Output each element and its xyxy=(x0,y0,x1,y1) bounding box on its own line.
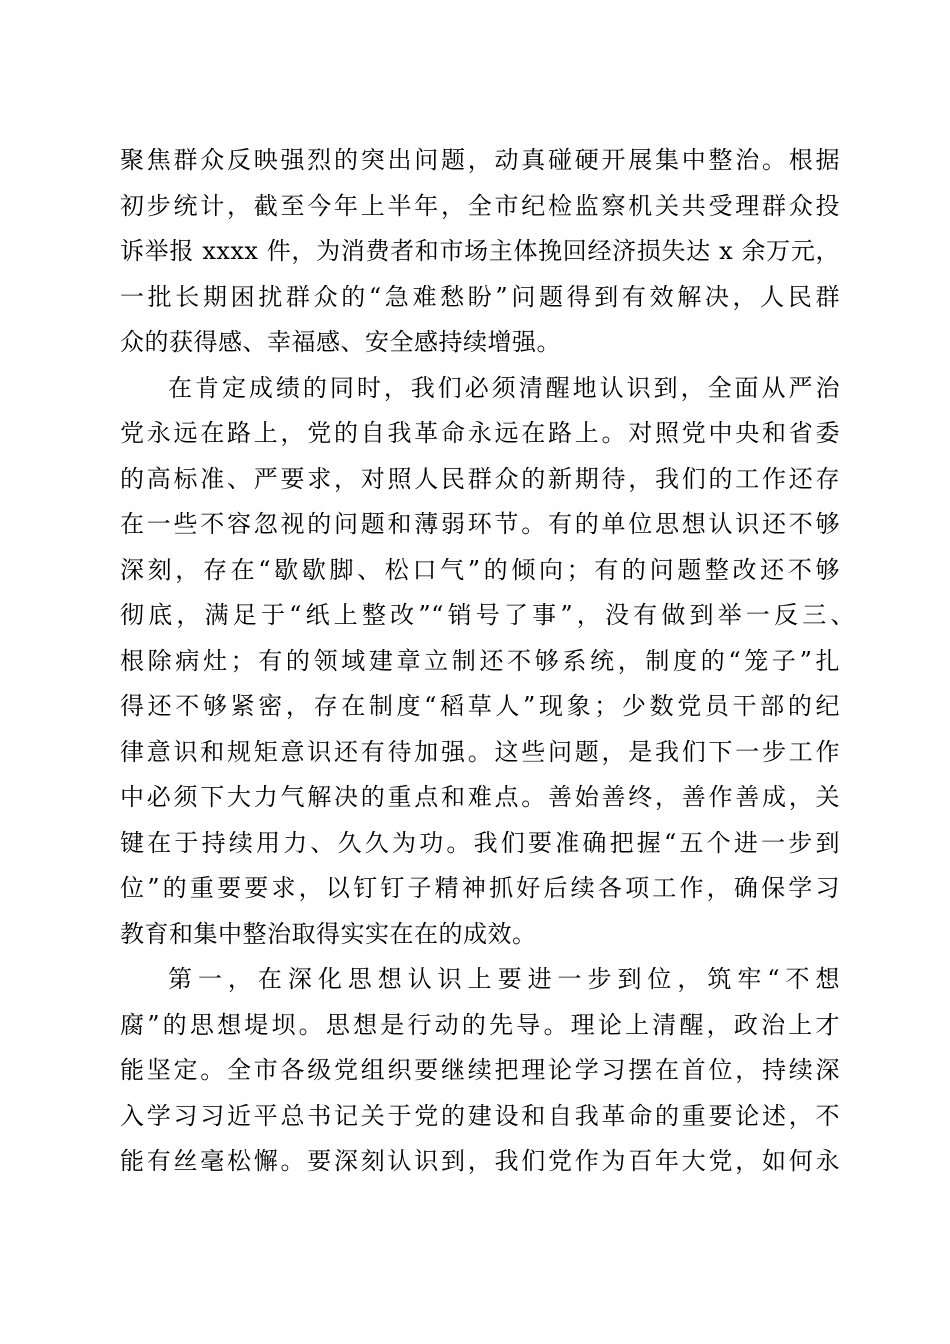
text-line: 得还不够紧密，存在制度“稻草人”现象；少数党员干部的纪 xyxy=(120,692,840,720)
text-line: 中必须下大力气解决的重点和难点。善始善终，善作善成，关 xyxy=(120,783,840,811)
text-line: 根除病灶；有的领域建章立制还不够系统，制度的“笼子”扎 xyxy=(120,646,840,675)
text-line: 教育和集中整治取得实实在在的成效。 xyxy=(120,919,537,948)
text-line: 键在于持续用力、久久为功。我们要准确把握“五个进一步到 xyxy=(120,828,840,857)
text-line: 的高标准、严要求，对照人民群众的新期待，我们的工作还存 xyxy=(120,464,840,493)
text-line: 聚焦群众反映强烈的突出问题，动真碰硬开展集中整治。根据 xyxy=(120,146,840,174)
text-line: 位”的重要要求，以钉钉子精神抓好后续各项工作，确保学习 xyxy=(120,874,840,902)
text-line: 诉举报 xxxx 件，为消费者和市场主体挽回经济损失达 x 余万元， xyxy=(120,237,840,265)
text-line: 能坚定。全市各级党组织要继续把理论学习摆在首位，持续深 xyxy=(120,1056,840,1084)
text-line: 彻底，满足于“纸上整改”“销号了事”，没有做到举一反三、 xyxy=(120,601,855,629)
paragraph-first-point xyxy=(120,957,840,1185)
text-line: 入学习习近平总书记关于党的建设和自我革命的重要论述，不 xyxy=(120,1101,840,1130)
text-line: 党永远在路上，党的自我革命永远在路上。对照党中央和省委 xyxy=(120,419,840,447)
document-body xyxy=(120,138,855,1185)
text-line: 众的获得感、幸福感、安全感持续增强。 xyxy=(120,328,561,356)
text-line: 腐”的思想堤坝。思想是行动的先导。理论上清醒，政治上才 xyxy=(120,1010,840,1039)
paragraph-problems xyxy=(120,366,855,958)
text-line: 初步统计，截至今年上半年，全市纪检监察机关共受理群众投 xyxy=(120,191,840,220)
text-line: 能有丝毫松懈。要深刻认识到，我们党作为百年大党，如何永 xyxy=(120,1147,840,1175)
text-line: 第一，在深化思想认识上要进一步到位，筑牢“不想 xyxy=(168,965,840,993)
paragraph-achievements xyxy=(120,138,840,366)
text-line: 律意识和规矩意识还有待加强。这些问题，是我们下一步工作 xyxy=(120,737,840,766)
text-line: 在肯定成绩的同时，我们必须清醒地认识到，全面从严治 xyxy=(168,373,840,402)
text-line: 一批长期困扰群众的“急难愁盼”问题得到有效解决，人民群 xyxy=(120,282,840,311)
text-line: 深刻，存在“歇歇脚、松口气”的倾向；有的问题整改还不够 xyxy=(120,555,840,584)
text-line: 在一些不容忽视的问题和薄弱环节。有的单位思想认识还不够 xyxy=(120,510,840,538)
